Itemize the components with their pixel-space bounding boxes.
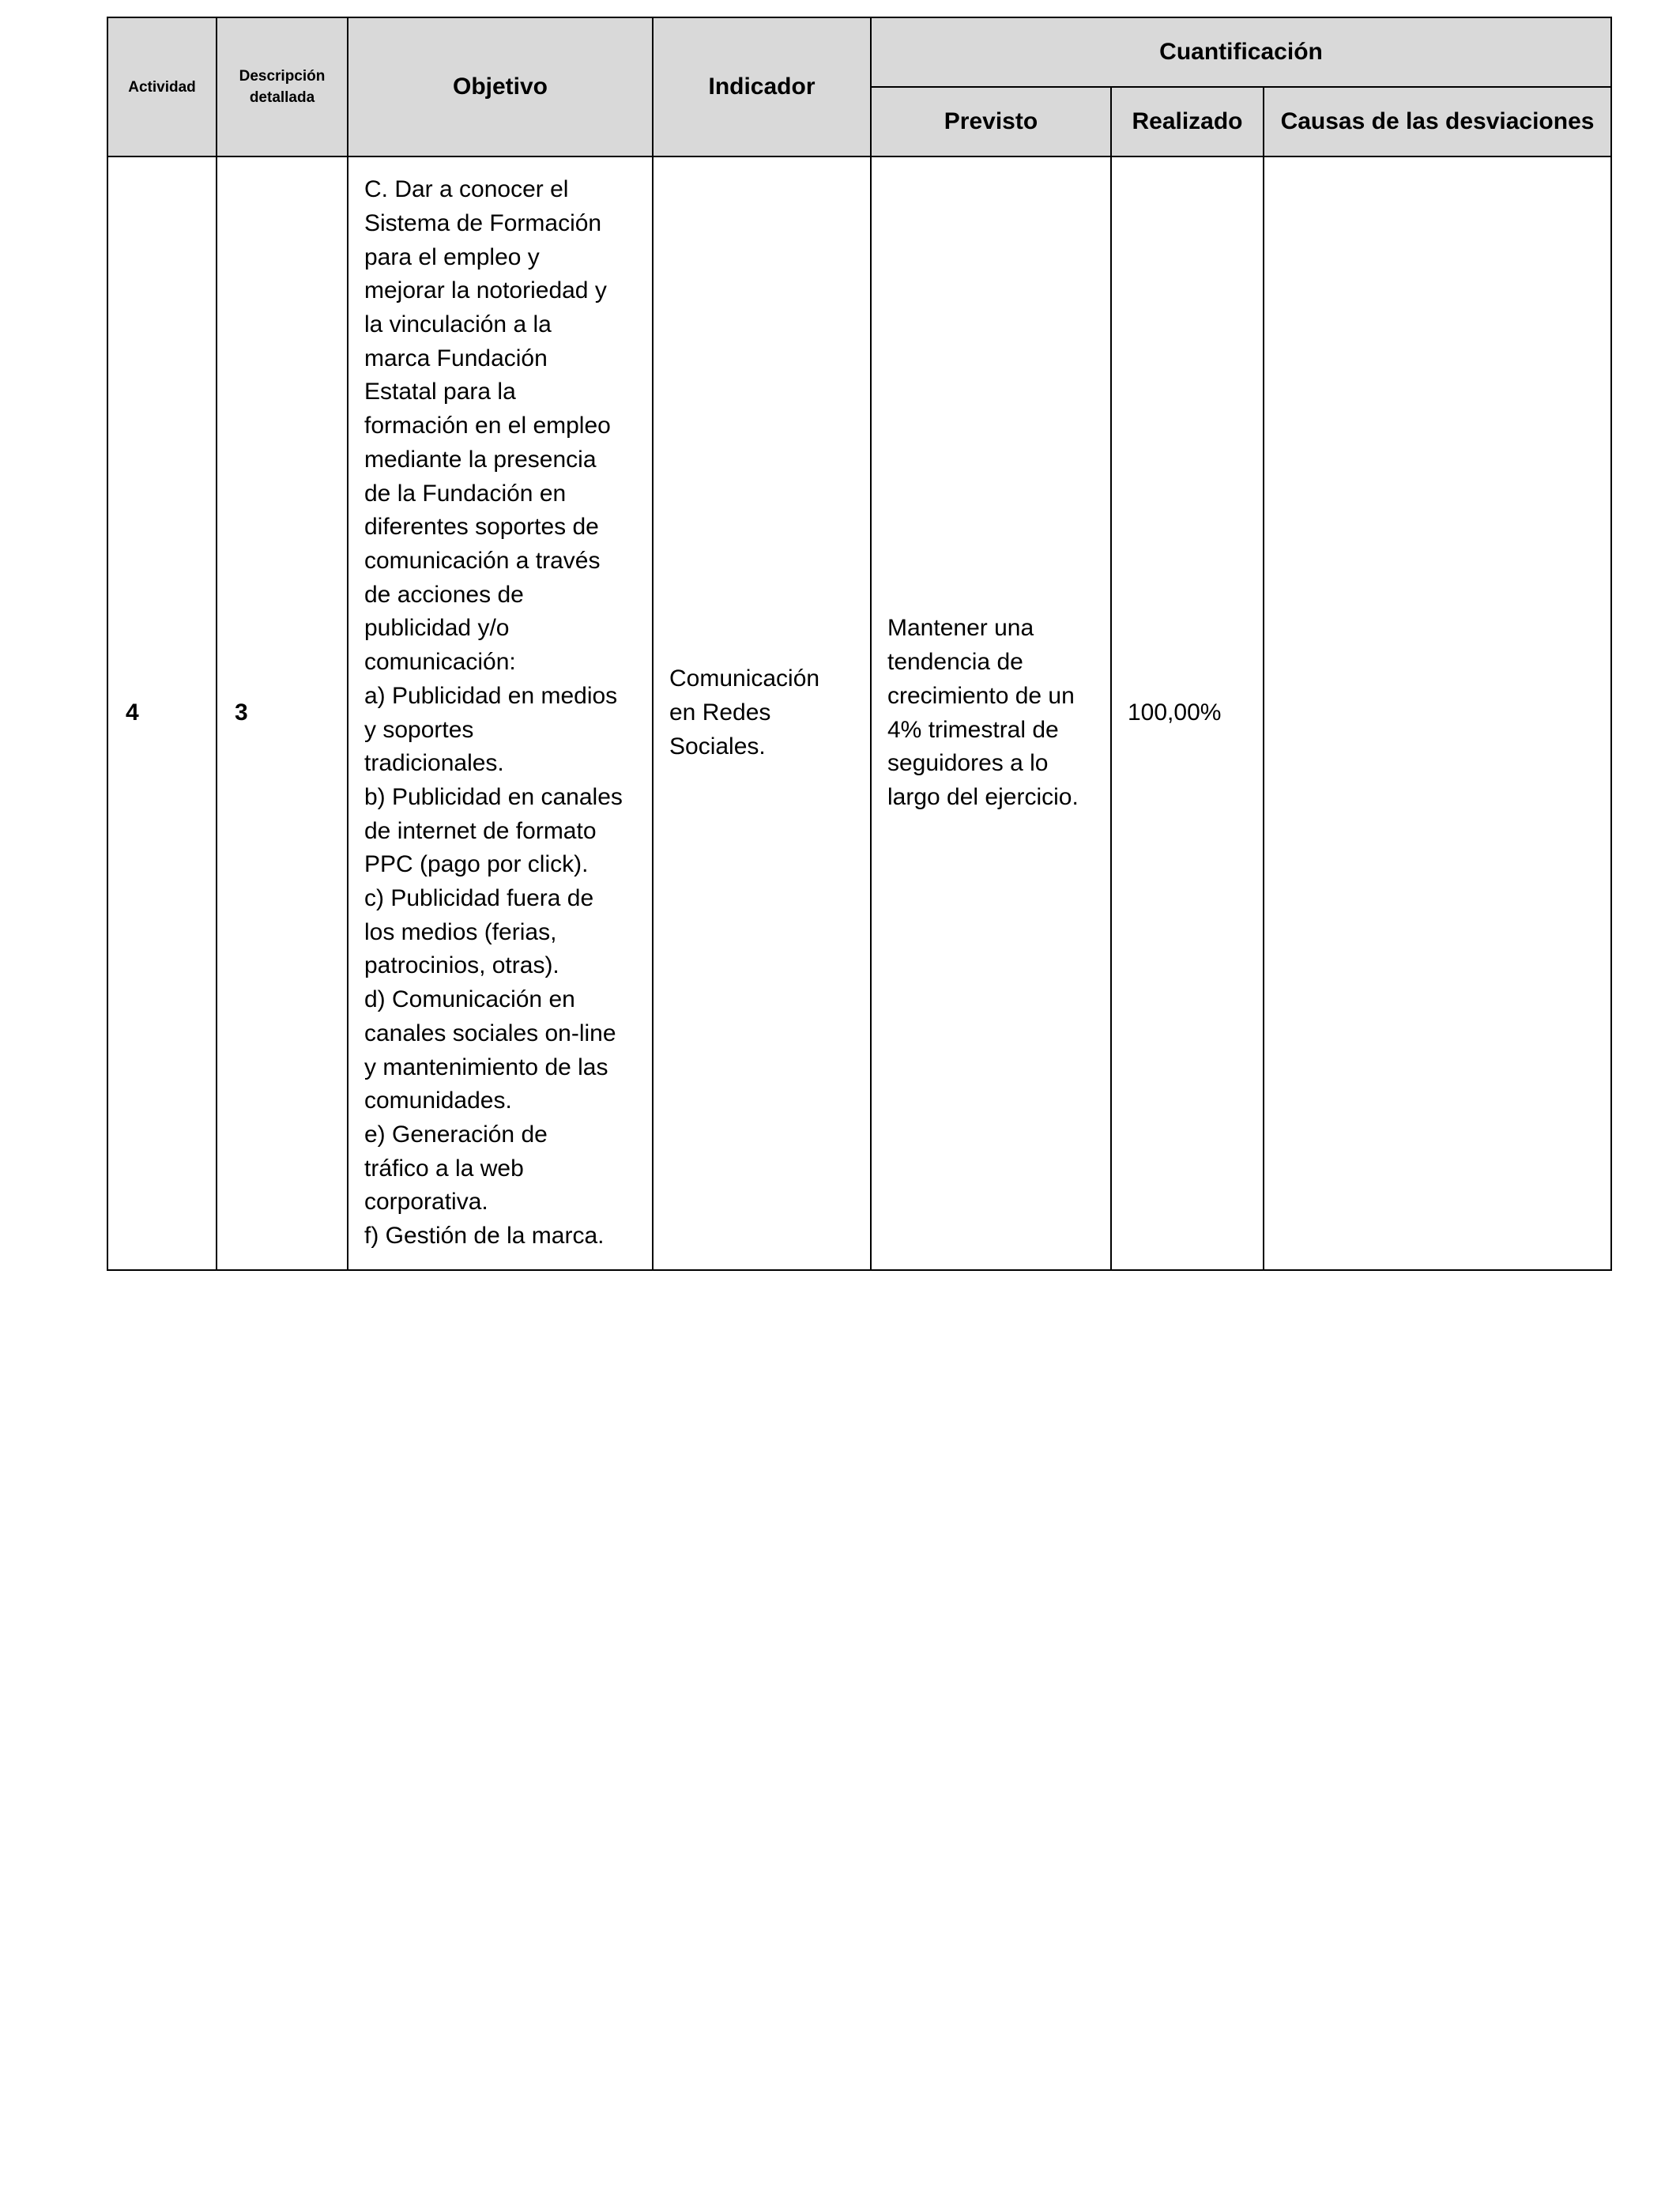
cell-causas xyxy=(1264,156,1611,1270)
header-cuantificacion: Cuantificación xyxy=(871,17,1611,87)
header-row-top xyxy=(107,17,1611,87)
cell-realizado: 100,00% xyxy=(1111,156,1264,1270)
header-actividad: Actividad xyxy=(107,17,217,156)
cell-objetivo: C. Dar a conocer el Sistema de Formación para el empleo y mejorar la notoriedad y la vinculación a la marca Fundación Estatal para la formación en el empleo mediante la presencia de la Fundación en diferentes soportes de comunicación a través de acciones de publicidad y/o comunicación: a) Publicidad en medios y soportes tradicionales. b) Publicidad en canales de internet de formato PPC (pago por click). c) Publicidad fuera de los medios (ferias, patrocinios, otras). d) Comunicación en canales sociales on-line y mantenimiento de las comunidades. e) Generación de tráfico a la web corporativa. f) Gestión de la marca. xyxy=(348,156,653,1270)
activity-table xyxy=(107,17,1612,1271)
header-realizado: Realizado xyxy=(1111,87,1264,156)
header-descripcion: Descripción detallada xyxy=(217,17,348,156)
header-indicador: Indicador xyxy=(653,17,871,156)
cell-previsto: Mantener una tendencia de crecimiento de un 4% trimestral de seguidores a lo largo del ejercicio. xyxy=(871,156,1111,1270)
header-objetivo: Objetivo xyxy=(348,17,653,156)
cell-descripcion: 3 xyxy=(217,156,348,1270)
header-previsto: Previsto xyxy=(871,87,1111,156)
cell-actividad: 4 xyxy=(107,156,217,1270)
table-row xyxy=(107,156,1611,1270)
header-causas: Causas de las desviaciones xyxy=(1264,87,1611,156)
cell-indicador: Comunicación en Redes Sociales. xyxy=(653,156,871,1270)
